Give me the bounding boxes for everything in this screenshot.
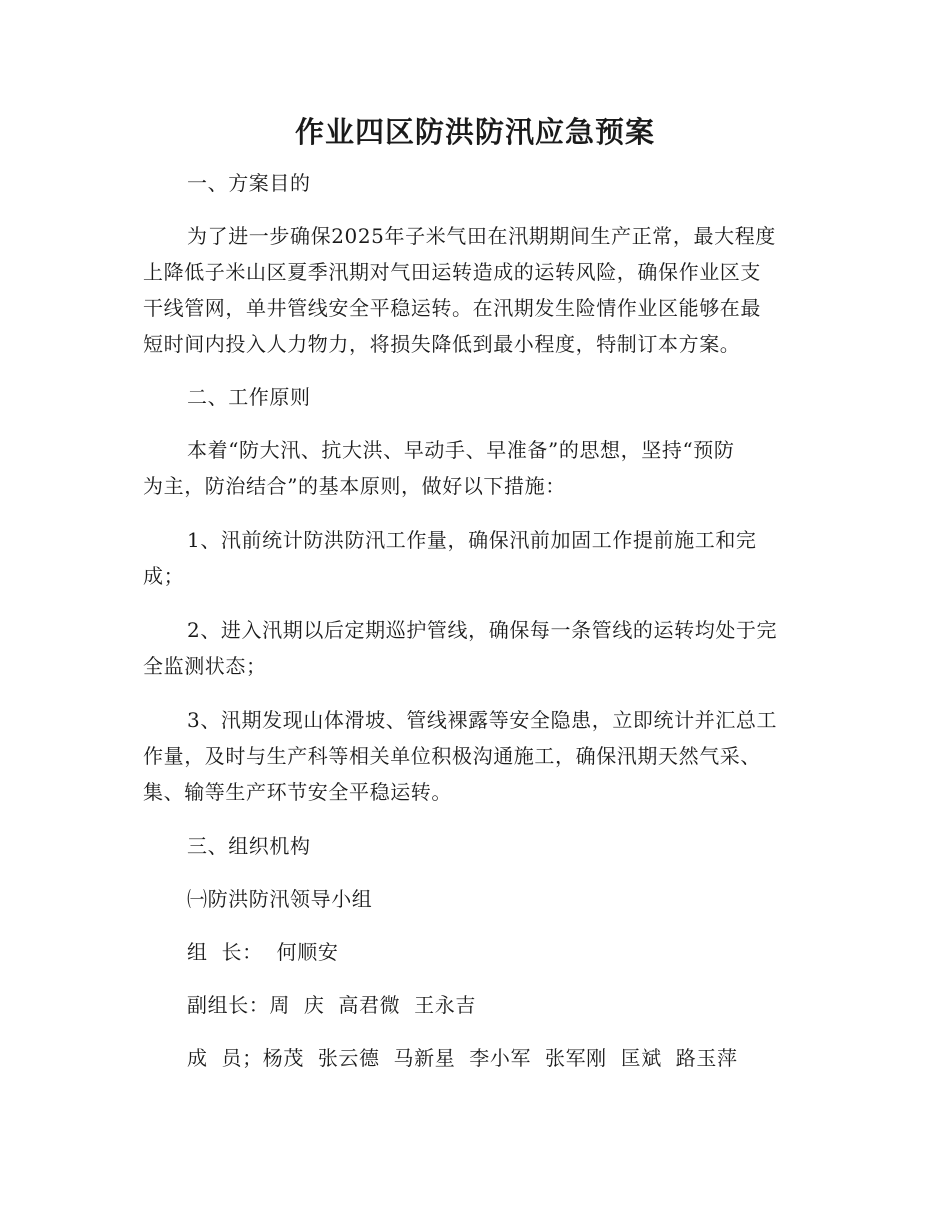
paragraph-line: 干线管网，单井管线安全平稳运转。在汛期发生险情作业区能够在最: [143, 296, 761, 320]
list-item-line: 集、输等生产环节安全平稳运转。: [143, 780, 452, 804]
list-item-line: 全监测状态；: [143, 654, 267, 678]
team-members: 成 员；杨茂 张云德 马新星 李小军 张军刚 匡斌 路玉萍: [187, 1046, 738, 1070]
list-item-line: 2、进入汛期以后定期巡护管线，确保每一条管线的运转均处于完: [187, 618, 778, 642]
paragraph-line: 本着“防大汛、抗大洪、早动手、早准备”的思想，坚持“预防: [187, 438, 735, 462]
team-deputy-leaders: 副组长：周 庆 高君微 王永吉: [187, 993, 476, 1017]
section-heading-principles: 二、工作原则: [187, 385, 311, 409]
list-item-line: 1、汛前统计防洪防汛工作量，确保汛前加固工作提前施工和完: [187, 528, 757, 552]
section-heading-purpose: 一、方案目的: [187, 171, 311, 195]
subsection-heading: ㈠防洪防汛领导小组: [187, 887, 373, 911]
paragraph-line: 短时间内投入人力物力，将损失降低到最小程度，特制订本方案。: [143, 332, 741, 356]
paragraph-line: 为了进一步确保2025年子米气田在汛期期间生产正常，最大程度: [187, 224, 776, 248]
paragraph-line: 上降低子米山区夏季汛期对气田运转造成的运转风险，确保作业区支: [143, 260, 761, 284]
list-item-line: 作量，及时与生产科等相关单位积极沟通施工，确保汛期天然气采、: [143, 744, 761, 768]
list-item-line: 3、汛期发现山体滑坡、管线裸露等安全隐患，立即统计并汇总工: [187, 708, 778, 732]
team-leader: 组 长： 何顺安: [187, 940, 339, 964]
list-item-line: 成；: [143, 564, 185, 588]
paragraph-line: 为主，防治结合”的基本原则，做好以下措施：: [143, 474, 566, 498]
section-heading-organization: 三、组织机构: [187, 834, 311, 858]
document-title: 作业四区防洪防汛应急预案: [294, 115, 655, 149]
